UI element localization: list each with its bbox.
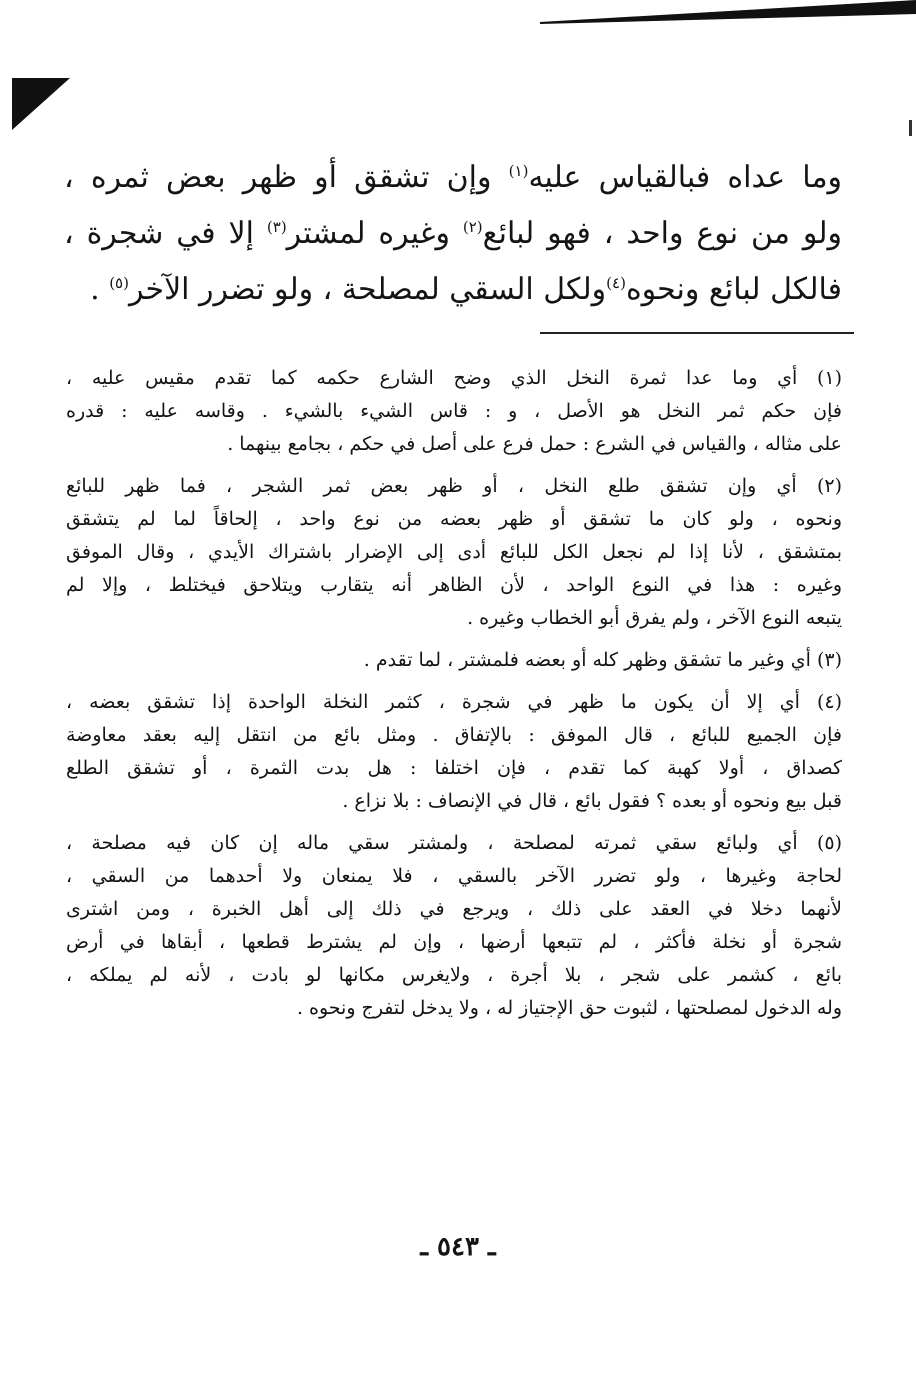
footnote-line: ونحوه ، ولو كان ما تشقق أو ظهر بعضه من نوع واحد ، إلحاقاً لما لم يتشقق	[66, 508, 842, 530]
footnote-2	[66, 470, 842, 635]
footnote-marker[interactable]: (٣)	[266, 218, 287, 236]
footnote-1	[66, 362, 842, 461]
main-text-line	[64, 262, 842, 318]
margin-mark	[909, 120, 912, 136]
text-segment: فالكل لبائع ونحوه	[625, 272, 842, 307]
text-segment: إلا في شجرة ،	[64, 216, 267, 251]
footnote-line: يتبعه النوع الآخر ، ولم يفرق أبو الخطاب وغيره .	[467, 607, 842, 629]
footnote-line: بائع ، كشمر على شجر ، بلا أجرة ، ولايغرس مكانها لو بادت ، لأنه لم يملكه ،	[66, 964, 842, 986]
text-segment: ولو من نوع واحد ، فهو لبائع	[482, 216, 842, 251]
footnotes-block	[66, 362, 842, 1034]
main-text-line	[64, 150, 842, 206]
footnote-line: فإن حكم ثمر النخل هو الأصل ، و : قاس الشيء بالشيء . وقاسه عليه : قدره	[66, 400, 842, 422]
footnote-marker[interactable]: (٤)	[606, 274, 626, 292]
footnote-line: (٣) أي وغير ما تشقق وظهر كله أو بعضه فلمشتر ، لما تقدم .	[363, 649, 842, 671]
footnote-line: (١) أي وما عدا ثمرة النخل الذي وضح الشارع حكمه كما تقدم مقيس عليه ،	[66, 367, 842, 389]
top-border-rule	[540, 0, 916, 26]
corner-wedge-mark	[12, 78, 70, 130]
main-text-block	[64, 150, 842, 318]
page-number: ـ ٥٤٣ ـ	[420, 1232, 496, 1262]
footnote-line: قبل بيع ونحوه أو بعده ؟ فقول بائع ، قال في الإنصاف : بلا نزاع .	[342, 790, 842, 812]
text-segment: وإن تشقق أو ظهر بعض ثمره ،	[64, 160, 509, 195]
main-text-line	[64, 206, 842, 262]
footnote-separator	[540, 332, 854, 334]
footnote-line: (٥) أي ولبائع سقي ثمرته لمصلحة ، ولمشتر سقي ماله إن كان فيه مصلحة ،	[66, 832, 842, 854]
footnote-line: وغيره : هذا في النوع الواحد ، لأن الظاهر أنه يتقارب ويتلاحق فيختلط ، وإلا لم	[66, 574, 842, 596]
footnote-line: على مثاله ، والقياس في الشرع : حمل فرع على أصل في حكم ، بجامع بينهما .	[227, 433, 842, 455]
text-segment: ولكل السقي لمصلحة ، ولو تضرر الآخر	[128, 272, 607, 307]
footnote-marker[interactable]: (١)	[508, 162, 529, 180]
footnote-line: كصداق ، أولا كهبة كما تقدم ، فإن اختلفا : هل بدت الثمرة ، أو تشقق الطلع	[66, 757, 842, 779]
footnote-line: (٤) أي إلا أن يكون ما ظهر في شجرة ، كثمر النخلة الواحدة إذا تشقق بعضه ،	[66, 691, 842, 713]
footnote-line: وله الدخول لمصلحتها ، لثبوت حق الإجتياز له ، ولا يدخل لتفرج ونحوه .	[296, 997, 842, 1019]
footnote-5	[66, 827, 842, 1025]
footnote-3	[66, 644, 842, 677]
footnote-line: شجرة أو نخلة فأكثر ، لم تتبعها أرضها ، وإن لم يشترط قطعها ، أبقاها في أرض	[66, 931, 842, 953]
text-segment: .	[90, 272, 110, 307]
footnote-4	[66, 686, 842, 818]
footnote-line: بمتشقق ، لأنا إذا لم نجعل الكل للبائع أدى إلى الإضرار باشتراك الأيدي ، وقال الموفق	[66, 541, 842, 563]
footnote-marker[interactable]: (٥)	[109, 274, 129, 292]
footnote-line: لحاجة وغيرها ، ولو تضرر الآخر بالسقي ، فلا يمنعان ولا أحدهما من السقي ،	[66, 865, 842, 887]
footnote-line: لأنهما دخلا في العقد على ذلك ، ويرجع في ذلك إلى أهل الخبرة ، ومن اشترى	[66, 898, 842, 920]
text-segment: وغيره لمشتر	[286, 216, 463, 251]
footnote-line: فإن الجميع للبائع ، قال الموفق : بالإتفاق . ومثل بائع من انتقل إليه بعقد معاوضة	[66, 724, 842, 746]
text-segment: وما عداه فبالقياس عليه	[528, 160, 843, 195]
footnote-line: (٢) أي وإن تشقق طلع النخل ، أو ظهر بعض ثمر الشجر ، فما ظهر للبائع	[66, 475, 842, 497]
footnote-marker[interactable]: (٢)	[462, 218, 483, 236]
